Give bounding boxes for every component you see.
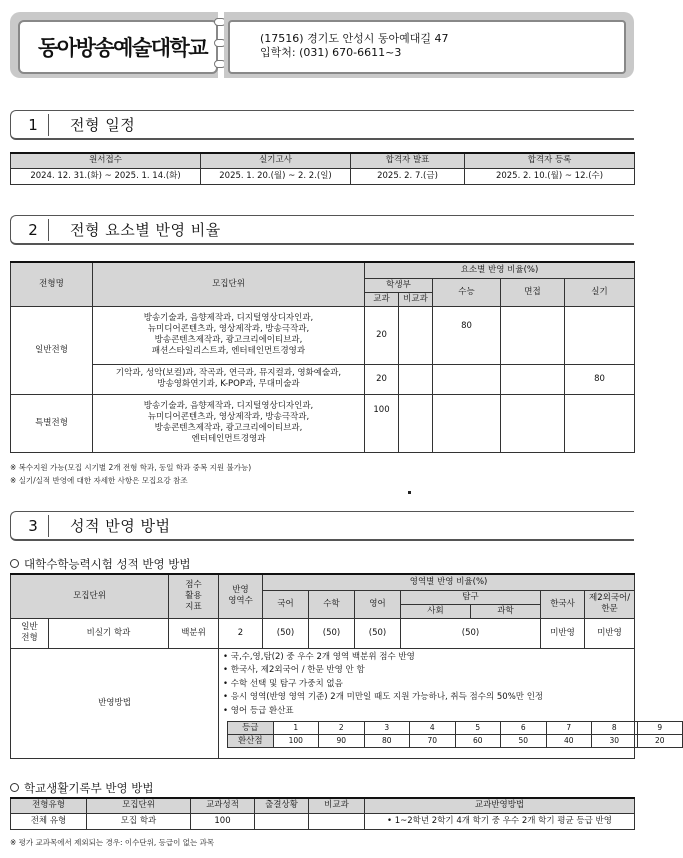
- ratio-header-csat: 수능: [433, 278, 501, 306]
- schedule-value: 2024. 12. 31.(화) ~ 2025. 1. 14.(화): [11, 168, 201, 184]
- section-title: 전형 일정: [70, 116, 136, 134]
- record-note: ※ 평가 교과목에서 제외되는 경우: 이수단위, 등급이 없는 과목: [10, 838, 215, 847]
- grade-cell: 8: [592, 722, 638, 735]
- circle-bullet-icon: [10, 559, 19, 568]
- csat-header-korean: 국어: [263, 590, 309, 618]
- dot-mark: [408, 491, 411, 494]
- grade-cell: 5: [455, 722, 501, 735]
- section-number: 2: [18, 219, 49, 241]
- header-contact-box: [228, 20, 626, 74]
- record-header: 출결상황: [255, 798, 309, 813]
- ratio-nonsubject-cell: [399, 394, 433, 452]
- schedule-value: 2025. 2. 7.(금): [351, 168, 465, 184]
- record-header: 전형유형: [11, 798, 87, 813]
- ratio-header-subject: 교과: [365, 292, 399, 306]
- ratio-csat-cell: 80: [433, 306, 501, 364]
- csat-header-ratio: 영역별 반영 비율(%): [263, 574, 635, 590]
- csat-header-social: 사회: [401, 604, 471, 618]
- score-cell: 100: [273, 735, 319, 748]
- schedule-header: 실기고사: [201, 153, 351, 168]
- ratio-unit-cell: 기악과, 성악(보컬)과, 작곡과, 연극과, 뮤지컬과, 영화예술과, 방송영화연기과, K-POP과, 무대미술과: [93, 364, 365, 394]
- score-cell: 80: [364, 735, 410, 748]
- ratio-header-type: 전형명: [11, 262, 93, 306]
- ratio-table: [10, 261, 635, 453]
- ratio-header-record: 학생부: [365, 278, 433, 292]
- section-number: 1: [18, 114, 49, 136]
- grade-cell: 1: [273, 722, 319, 735]
- csat-method-item: • 수학 선택 및 탐구 가중치 없음: [223, 678, 343, 689]
- record-cell: 전체 유형: [11, 813, 87, 829]
- ratio-nonsubject-cell: [399, 306, 433, 364]
- grade-cell: 6: [501, 722, 547, 735]
- ratio-practical-cell: [565, 394, 635, 452]
- csat-method-item: • 영어 등급 환산표: [223, 705, 294, 716]
- csat-english-cell: (50): [355, 618, 401, 648]
- record-cell: 100: [191, 813, 255, 829]
- record-header: 교과반영방법: [365, 798, 635, 813]
- record-subtitle: [10, 780, 154, 796]
- csat-foreign-cell: 미반영: [585, 618, 635, 648]
- ratio-subject-cell: 20: [365, 364, 399, 394]
- section-header-ratio: [10, 215, 634, 245]
- ratio-csat-cell: [433, 364, 501, 394]
- schedule-header: 합격자 발표: [351, 153, 465, 168]
- csat-method-item: • 한국사, 제2외국어 / 한문 반영 안 함: [223, 665, 365, 675]
- csat-header-science: 과학: [471, 604, 541, 618]
- record-cell: • 1~2학년 2학기 4개 학기 중 우수 2개 학기 평균 등급 반영: [365, 813, 635, 829]
- csat-inquiry-cell: (50): [401, 618, 541, 648]
- csat-math-cell: (50): [309, 618, 355, 648]
- schedule-table: [10, 152, 635, 185]
- csat-method-item: • 국,수,영,탐(2) 중 우수 2개 영역 백분위 점수 반영: [223, 651, 415, 662]
- csat-unit-cell: 비실기 학과: [49, 618, 169, 648]
- csat-method-item: • 응시 영역(반영 영역 기준) 2개 미만일 때도 지원 가능하나, 취득 점수의 50%만 인정: [223, 692, 544, 702]
- ratio-csat-cell: [433, 394, 501, 452]
- schedule-value: 2025. 2. 10.(월) ~ 12.(수): [465, 168, 635, 184]
- ratio-interview-cell: [501, 306, 565, 364]
- ratio-note: ※ 복수지원 가능(모집 시기별 2개 전형 학과, 동일 학과 중복 지원 불가능): [10, 463, 252, 472]
- header-title-box: [18, 20, 218, 74]
- score-cell: 30: [592, 735, 638, 748]
- admission-contact: 입학처: (031) 670-6611~3: [260, 46, 402, 59]
- section-number: 3: [18, 515, 49, 537]
- ratio-header-ratio: 요소별 반영 비율(%): [365, 262, 635, 278]
- schedule-header: 합격자 등록: [465, 153, 635, 168]
- csat-header-inquiry: 탐구: [401, 590, 541, 604]
- section-header-schedule: [10, 110, 634, 140]
- score-cell: 50: [501, 735, 547, 748]
- ratio-practical-cell: 80: [565, 364, 635, 394]
- record-subtitle-text: 학교생활기록부 반영 방법: [24, 781, 154, 795]
- csat-method-label: 반영방법: [11, 648, 219, 758]
- ratio-interview-cell: [501, 394, 565, 452]
- score-cell: 20: [637, 735, 683, 748]
- grade-cell: 2: [319, 722, 365, 735]
- score-label: 환산점: [228, 735, 274, 748]
- ratio-type-cell: 일반전형: [11, 306, 93, 394]
- score-cell: 60: [455, 735, 501, 748]
- header-contact-panel: [224, 12, 634, 78]
- school-name: 동아방송예술대학교: [38, 36, 208, 60]
- ratio-nonsubject-cell: [399, 364, 433, 394]
- record-header: 비교과: [309, 798, 365, 813]
- csat-count-cell: 2: [219, 618, 263, 648]
- record-table: [10, 797, 635, 830]
- grade-cell: 3: [364, 722, 410, 735]
- csat-header-unit: 모집단위: [11, 574, 169, 618]
- ratio-note: ※ 실기/실적 반영에 대한 자세한 사항은 모집요강 참조: [10, 476, 188, 485]
- csat-header-index: 점수 활용 지표: [169, 574, 219, 618]
- ratio-practical-cell: [565, 306, 635, 364]
- score-cell: 40: [546, 735, 592, 748]
- section-title: 성적 반영 방법: [70, 517, 171, 535]
- csat-header-math: 수학: [309, 590, 355, 618]
- csat-type-cell: 일반 전형: [11, 618, 49, 648]
- score-cell: 90: [319, 735, 365, 748]
- csat-table: [10, 573, 665, 759]
- header-title-panel: [10, 12, 218, 78]
- record-cell: [309, 813, 365, 829]
- schedule-header: 원서접수: [11, 153, 201, 168]
- ratio-type-cell: 특별전형: [11, 394, 93, 452]
- csat-subtitle: [10, 556, 191, 572]
- school-address: (17516) 경기도 안성시 동아예대길 47: [260, 32, 449, 45]
- grade-cell: 4: [410, 722, 456, 735]
- ratio-subject-cell: 100: [365, 394, 399, 452]
- ratio-unit-cell: 방송기술과, 음향제작과, 디지털영상디자인과, 뉴미디어콘텐츠과, 영상제작과, 방송극작과, 방송콘텐츠제작과, 광고크리에이티브과, 패션스타일리스트과, 엔터테인먼트경영과: [93, 306, 365, 364]
- english-grade-table: [227, 721, 683, 748]
- csat-index-cell: 백분위: [169, 618, 219, 648]
- csat-subtitle-text: 대학수학능력시험 성적 반영 방법: [24, 557, 191, 571]
- csat-history-cell: 미반영: [541, 618, 585, 648]
- csat-header-foreign: 제2외국어/ 한문: [585, 590, 635, 618]
- csat-method-cell: [219, 648, 665, 758]
- csat-korean-cell: (50): [263, 618, 309, 648]
- grade-label: 등급: [228, 722, 274, 735]
- record-header: 모집단위: [87, 798, 191, 813]
- record-header: 교과성적: [191, 798, 255, 813]
- section-title: 전형 요소별 반영 비율: [70, 221, 221, 239]
- ratio-header-unit: 모집단위: [93, 262, 365, 306]
- csat-header-english: 영어: [355, 590, 401, 618]
- ratio-subject-cell: 20: [365, 306, 399, 364]
- csat-header-count: 반영 영역수: [219, 574, 263, 618]
- ratio-interview-cell: [501, 364, 565, 394]
- ratio-header-interview: 면접: [501, 278, 565, 306]
- grade-cell: 9: [637, 722, 683, 735]
- circle-bullet-icon: [10, 783, 19, 792]
- grade-cell: 7: [546, 722, 592, 735]
- ratio-header-nonsubject: 비교과: [399, 292, 433, 306]
- ratio-header-practical: 실기: [565, 278, 635, 306]
- record-cell: [255, 813, 309, 829]
- schedule-value: 2025. 1. 20.(월) ~ 2. 2.(일): [201, 168, 351, 184]
- csat-header-history: 한국사: [541, 590, 585, 618]
- section-header-score: [10, 511, 634, 541]
- score-cell: 70: [410, 735, 456, 748]
- record-cell: 모집 학과: [87, 813, 191, 829]
- ratio-unit-cell: 방송기술과, 음향제작과, 디지털영상디자인과, 뉴미디어콘텐츠과, 영상제작과, 방송극작과, 방송콘텐츠제작과, 광고크리에이티브과, 엔터테인먼트경영과: [93, 394, 365, 452]
